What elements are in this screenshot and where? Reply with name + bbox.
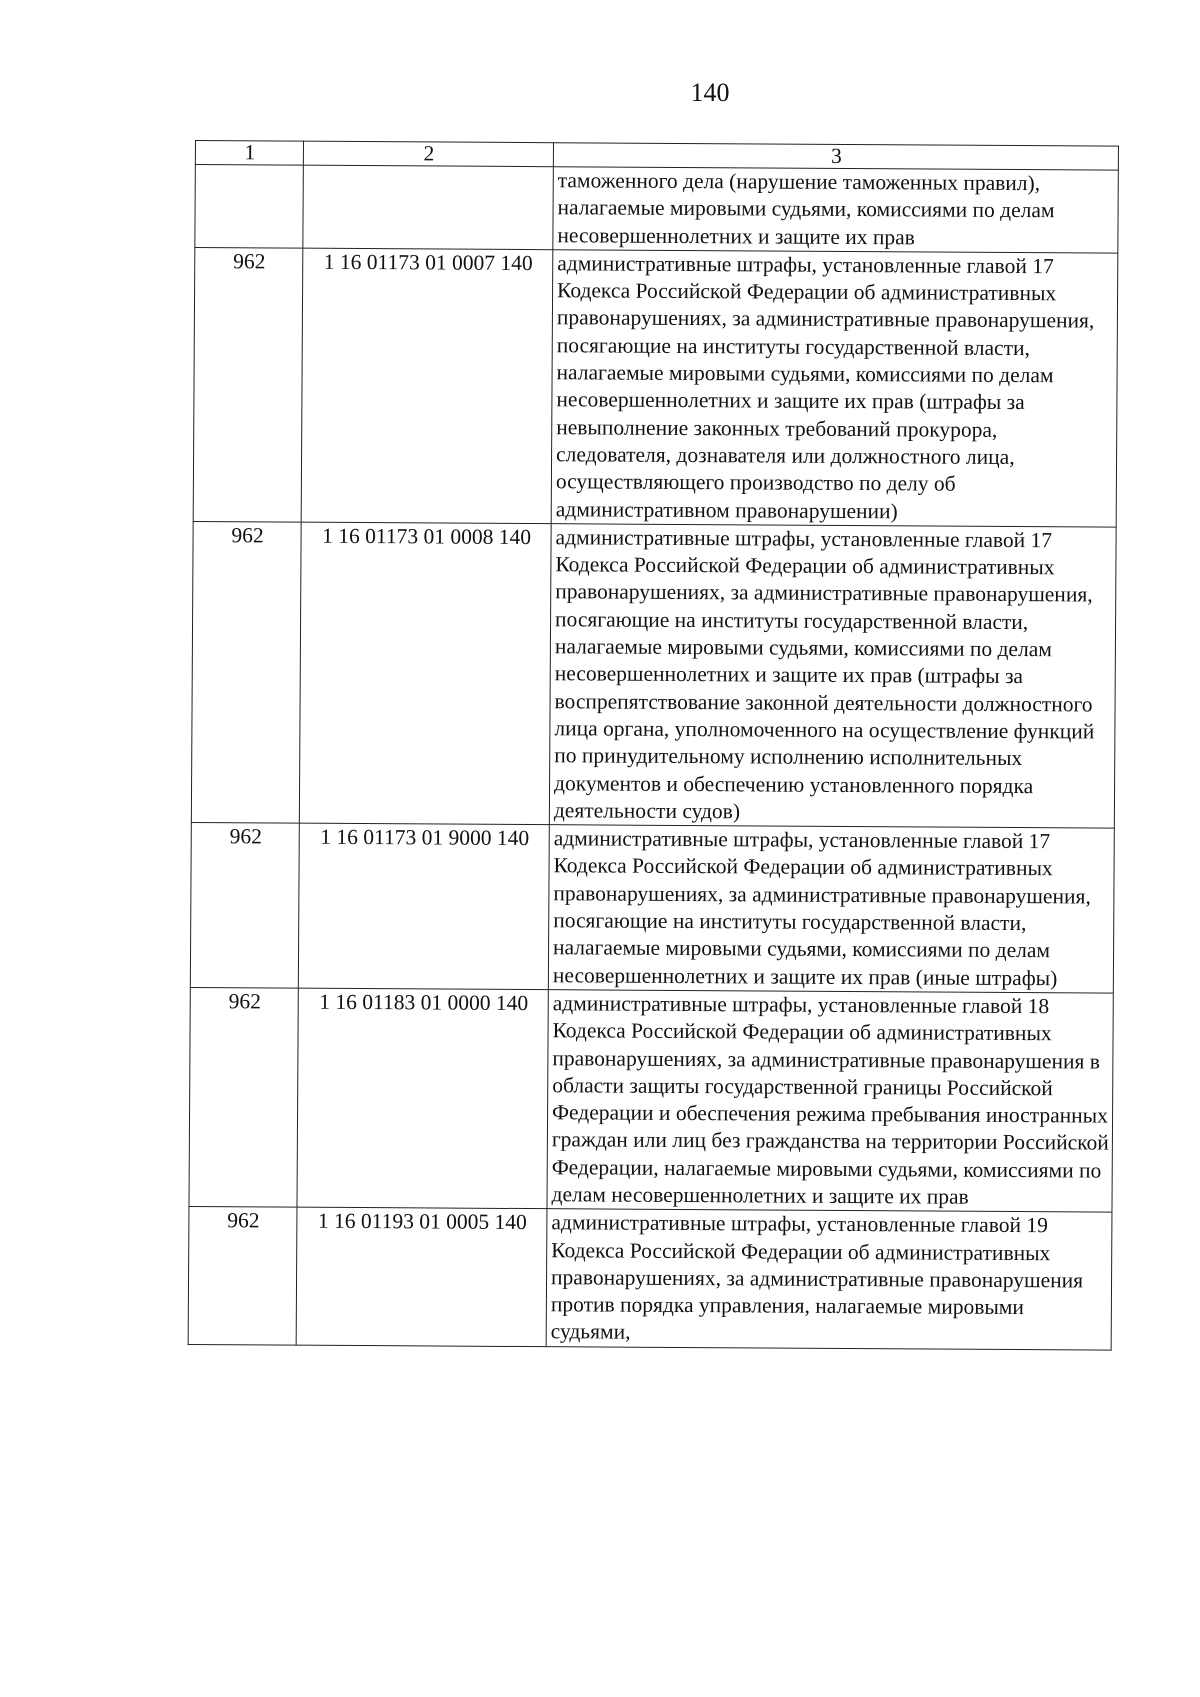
page-number: 140 bbox=[690, 78, 730, 107]
description-cell: административные штрафы, установленные главой 17 Кодекса Российской Федерации об административных правонарушениях, за административные правонарушения, посягающие на институты государственной власти, налагаемые мировыми судьями, комиссиями по делам несовершеннолетних и защите их прав (штрафы за невыполнение законных требований прокурора, следователя, дознавателя или должностного лица, осуществляющего производство по делу об административном правонарушении) bbox=[551, 250, 1118, 527]
admin-code-cell: 962 bbox=[191, 521, 301, 823]
table-row bbox=[190, 823, 1114, 993]
kbk-code-cell: 1 16 01173 01 9000 140 bbox=[298, 823, 549, 989]
table-row bbox=[188, 1207, 1112, 1350]
column-header-1: 1 bbox=[195, 141, 303, 166]
description-cell: административные штрафы, установленные главой 17 Кодекса Российской Федерации об административных правонарушениях, за административные правонарушения, посягающие на институты государственной власти, налагаемые мировыми судьями, комиссиями по делам несовершеннолетних и защите их прав (иные штрафы) bbox=[548, 825, 1114, 993]
admin-code-cell: 962 bbox=[188, 1207, 297, 1345]
admin-code-cell: 962 bbox=[193, 247, 303, 522]
kbk-code-cell: 1 16 01173 01 0007 140 bbox=[301, 248, 553, 523]
kbk-code-cell: 1 16 01193 01 0005 140 bbox=[296, 1207, 547, 1346]
table-row bbox=[193, 247, 1118, 527]
table-body bbox=[188, 165, 1118, 1350]
admin-code-cell bbox=[195, 165, 304, 249]
kbk-code-cell bbox=[303, 165, 554, 249]
table-row bbox=[195, 165, 1118, 254]
admin-code-cell: 962 bbox=[189, 987, 298, 1207]
document-table-wrapper bbox=[188, 140, 1118, 1350]
budget-codes-table bbox=[188, 140, 1119, 1350]
description-cell: административные штрафы, установленные главой 18 Кодекса Российской Федерации об административных правонарушениях, за административные правонарушения в области защиты государственной границы Российской Федерации и обеспечения режима пребывания иностранных граждан или лиц без гражданства на территории Российской Федерации, налагаемые мировыми судьями, комиссиями по делам несовершеннолетних и защите их прав bbox=[547, 990, 1113, 1213]
column-header-3: 3 bbox=[553, 143, 1118, 170]
description-cell: таможенного дела (нарушение таможенных правил), налагаемые мировыми судьями, комиссиями по делам несовершеннолетних и защите их прав bbox=[553, 167, 1118, 253]
admin-code-cell: 962 bbox=[190, 823, 299, 988]
description-cell: административные штрафы, установленные главой 19 Кодекса Российской Федерации об административных правонарушениях, за административные правонарушения против порядка управления, налагаемые мировыми судьями, bbox=[546, 1209, 1112, 1350]
column-header-2: 2 bbox=[303, 141, 553, 167]
kbk-code-cell: 1 16 01183 01 0000 140 bbox=[297, 988, 548, 1209]
description-cell: административные штрафы, установленные главой 17 Кодекса Российской Федерации об административных правонарушениях, за административные правонарушения, посягающие на институты государственной власти, налагаемые мировыми судьями, комиссиями по делам несовершеннолетних и защите их прав (штрафы за воспрепятствование законной деятельности должностного лица органа, уполномоченного на осуществление функций по принудительному исполнению исполнительных документов и обеспечению установленного порядка деятельности судов) bbox=[549, 524, 1116, 829]
kbk-code-cell: 1 16 01173 01 0008 140 bbox=[299, 522, 551, 825]
table-row bbox=[189, 987, 1113, 1212]
table-row bbox=[191, 521, 1116, 828]
